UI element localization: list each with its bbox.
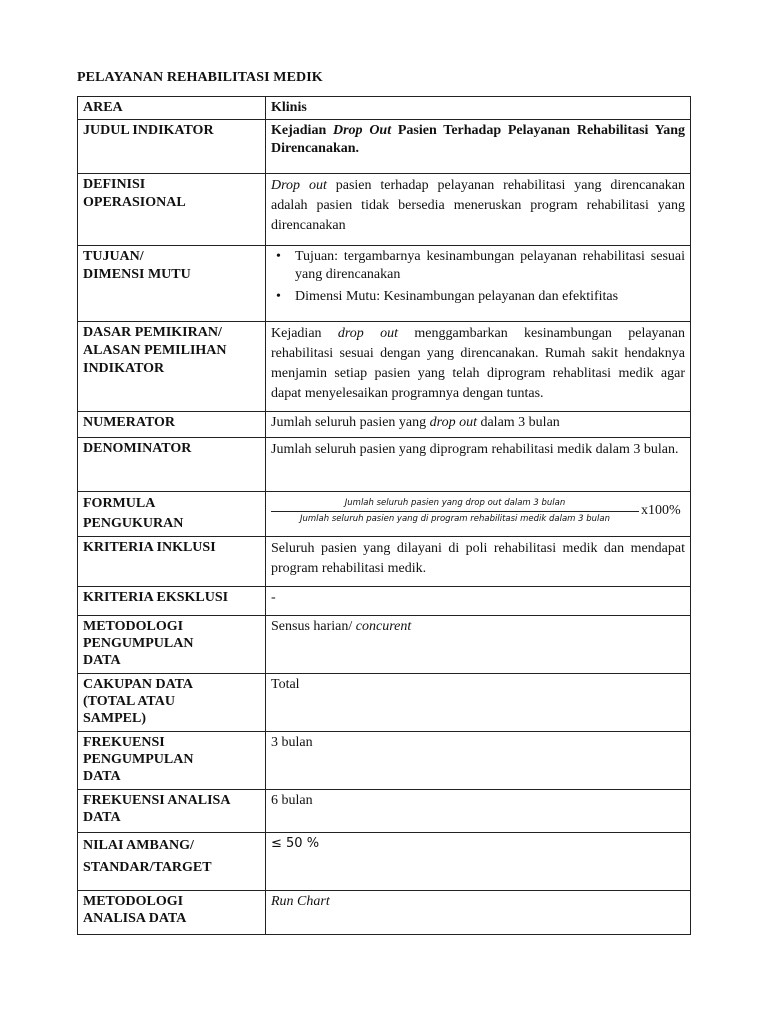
row-kriteria-eksklusi (78, 587, 691, 616)
value-judul-indikator: Kejadian Drop Out Pasien Terhadap Pelayanan Rehabilitasi Yang Direncanakan. (266, 120, 691, 174)
row-kriteria-inklusi (78, 537, 691, 587)
row-cakupan-data (78, 674, 691, 732)
formula-numerator: Jumlah seluruh pasien yang drop out dalam 3 bulan (344, 498, 566, 508)
value-dasar-pemikiran: Kejadian drop out menggambarkan kesinambungan pelayanan rehabilitasi sesuai dengan yang direncanakan. Rumah sakit hendaknya menjamin setiap pasien yang telah diprogram rehablitasi medik agar dapat menyelesaikan programnya dengan tuntas. (266, 322, 691, 412)
label-kriteria-inklusi: KRITERIA INKLUSI (78, 537, 266, 587)
value-definisi-operasional: Drop out pasien terhadap pelayanan rehabilitasi yang direncanakan adalah pasien tidak bersedia meneruskan program rehabilitasi yang direncanakan (266, 174, 691, 246)
formula-multiplier: x100% (641, 503, 681, 518)
row-metodologi-pengumpulan (78, 616, 691, 674)
row-nilai-ambang (78, 833, 691, 891)
label-cakupan-data: CAKUPAN DATA (TOTAL ATAU SAMPEL) (78, 674, 266, 732)
row-denominator (78, 438, 691, 492)
row-numerator (78, 412, 691, 438)
row-metodologi-analisa (78, 891, 691, 935)
value-nilai-ambang (266, 833, 691, 891)
value-kriteria-inklusi: Seluruh pasien yang dilayani di poli rehabilitasi medik dan mendapat program rehabilitasi medik. (266, 537, 691, 587)
value-cakupan-data: Total (266, 674, 691, 732)
document-title: PELAYANAN REHABILITASI MEDIK (77, 70, 323, 85)
label-area: AREA (78, 97, 266, 120)
label-tujuan-dimensi-mutu: TUJUAN/ DIMENSI MUTU (78, 246, 266, 322)
formula (271, 494, 685, 528)
label-numerator: NUMERATOR (78, 412, 266, 438)
row-dasar-pemikiran (78, 322, 691, 412)
value-tujuan-dimensi-mutu (266, 246, 691, 322)
label-kriteria-eksklusi: KRITERIA EKSKLUSI (78, 587, 266, 616)
row-frekuensi-pengumpulan (78, 732, 691, 790)
value-area: Klinis (266, 97, 691, 120)
row-area (78, 97, 691, 120)
label-frekuensi-pengumpulan: FREKUENSI PENGUMPULAN DATA (78, 732, 266, 790)
row-formula-pengukuran (78, 492, 691, 537)
label-denominator: DENOMINATOR (78, 438, 266, 492)
label-metodologi-pengumpulan: METODOLOGI PENGUMPULAN DATA (78, 616, 266, 674)
list-item: • Dimensi Mutu: Kesinambungan pelayanan dan efektifitas (271, 288, 685, 306)
label-metodologi-analisa: METODOLOGI ANALISA DATA (78, 891, 266, 935)
indicator-table (77, 96, 691, 935)
list-item: • Tujuan: tergambarnya kesinambungan pelayanan rehabilitasi sesuai yang direncanakan (271, 248, 685, 284)
value-numerator: Jumlah seluruh pasien yang drop out dalam 3 bulan (266, 412, 691, 438)
value-denominator: Jumlah seluruh pasien yang diprogram rehabilitasi medik dalam 3 bulan. (266, 438, 691, 492)
value-frekuensi-analisa: 6 bulan (266, 790, 691, 833)
label-frekuensi-analisa: FREKUENSI ANALISA DATA (78, 790, 266, 833)
target-value: ≤ 50 % (271, 836, 320, 851)
value-frekuensi-pengumpulan: 3 bulan (266, 732, 691, 790)
label-definisi-operasional: DEFINISI OPERASIONAL (78, 174, 266, 246)
fraction (271, 497, 639, 525)
label-judul-indikator: JUDUL INDIKATOR (78, 120, 266, 174)
value-metodologi-pengumpulan: Sensus harian/ concurent (266, 616, 691, 674)
label-formula-pengukuran: FORMULA PENGUKURAN (78, 492, 266, 537)
value-kriteria-eksklusi: - (266, 587, 691, 616)
label-nilai-ambang: NILAI AMBANG/ STANDAR/TARGET (78, 833, 266, 891)
formula-denominator: Jumlah seluruh pasien yang di program rehabilitasi medik dalam 3 bulan (299, 514, 610, 524)
row-definisi-operasional (78, 174, 691, 246)
row-judul-indikator (78, 120, 691, 174)
row-frekuensi-analisa (78, 790, 691, 833)
tujuan-list (271, 248, 685, 306)
value-metodologi-analisa: Run Chart (266, 891, 691, 935)
fraction-bar (271, 511, 639, 512)
value-formula-pengukuran (266, 492, 691, 537)
label-dasar-pemikiran: DASAR PEMIKIRAN/ ALASAN PEMILIHAN INDIKATOR (78, 322, 266, 412)
row-tujuan-dimensi-mutu (78, 246, 691, 322)
